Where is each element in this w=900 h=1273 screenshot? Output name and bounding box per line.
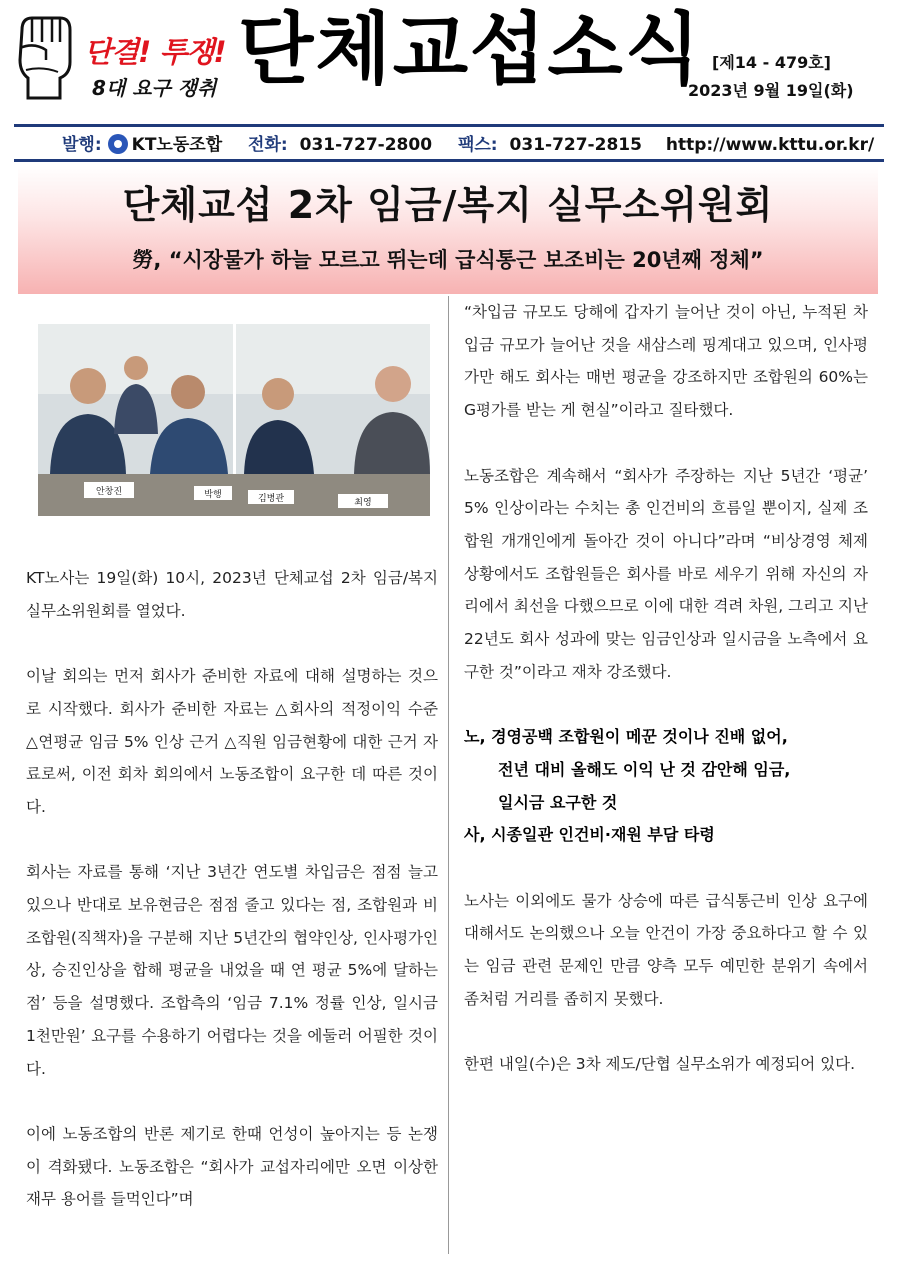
raised-fist-icon (12, 8, 76, 100)
publisher-label: 발행: (62, 135, 102, 155)
issue-number: [제14 - 479호] (712, 53, 831, 72)
body-paragraph: 이에 노동조합의 반론 제기로 한때 언성이 높아지는 등 논쟁이 격화됐다. 노동조합은 “회사가 교섭자리에만 오면 이상한 재무 용어를 들먹인다”며 (26, 1124, 438, 1209)
body-paragraph: 노동조합은 계속해서 “회사가 주장하는 지난 5년간 ‘평균’ 5% 인상이라는 수치는 총 인건비의 흐름일 뿐이지, 실제 조합원 개개인에게 돌아간 것이 아니다”라며 “비상경영 체제 상황에서도 조합원들은 회사를 바로 세우기 위해 자신의 자리에서 최선을 다했으므로 이에 대한 격려 차원, 그리고 지난 22년도 회사 성과에 맞는 임금인상과 일시금을 노측에서 요구한 것”이라고 재차 강조했다. (464, 466, 868, 681)
phone-number: 031-727-2800 (299, 135, 433, 155)
publisher-name: KT노동조합 (131, 135, 223, 155)
fax-number: 031-727-2815 (509, 135, 642, 155)
slogan-line-2: 8대 요구 쟁취 (92, 76, 217, 100)
body-paragraph: “차입금 규모도 당해에 갑자기 늘어난 것이 아닌, 누적된 차입금 규모가 늘어난 것을 새삼스레 핑계대고 있으며, 인사평가만 해도 회사는 매번 평균을 강조하지만 조합원의 60%는 G평가를 받는 게 현실”이라고 질타했다. (464, 303, 868, 420)
subheading-line: 사, 시종일관 인건비·재원 부담 타령 (464, 825, 715, 845)
subheadline: 勞, “시장물가 하늘 모르고 뛰는데 급식통근 보조비는 20년째 정체” (132, 248, 764, 272)
headline-banner (18, 166, 878, 294)
name-tag-2: 박행 (204, 490, 222, 500)
phone-label: 전화: (248, 135, 288, 155)
website-link[interactable]: http://www.kttu.or.kr/ (665, 135, 875, 155)
newsletter-title: 단체교섭소식 (238, 5, 703, 95)
masthead (0, 0, 900, 120)
subheading-line: 노, 경영공백 조합원이 메꾼 것이나 진배 없어, (464, 727, 788, 747)
name-tag-1: 안창진 (95, 487, 123, 497)
slogan-line-1: 단결! 투쟁! (84, 35, 226, 69)
body-paragraph: 이날 회의는 먼저 회사가 준비한 자료에 대해 설명하는 것으로 시작했다. 회사가 준비한 자료는 △회사의 적정이익 수준 △연평균 임금 5% 인상 근거 △직원 임금현황에 대한 근거 자료로써, 이전 회차 회의에서 노동조합이 요구한 데 따른 것이다. (26, 667, 438, 816)
bottom-rule (14, 159, 884, 162)
body-paragraph: 회사는 자료를 통해 ‘지난 3년간 연도별 차입금은 점점 늘고 있으나 반대로 보유현금은 점점 줄고 있다는 점, 조합원과 비조합원(직책자)을 구분해 지난 5년간의 협약인상, 인사평가인상, 승진인상을 합해 평균을 내었을 때 연 평균 5%에 달하는 점’ 등을 설명했다. 조합측의 ‘임금 7.1% 정률 인상, 일시금 1천만원’ 요구를 수용하기 어렵다는 것을 에둘러 어필한 것이다. (26, 863, 438, 1078)
body-paragraph: 한편 내일(수)은 3차 제도/단협 실무소위가 예정되어 있다. (464, 1055, 856, 1074)
headline: 단체교섭 2차 임금/복지 실무소위원회 (122, 183, 774, 227)
column-divider (448, 296, 449, 1254)
name-tag-3: 김병관 (257, 494, 285, 504)
section-subheading (464, 721, 868, 852)
meeting-photo (38, 324, 430, 516)
body-paragraph: KT노사는 19일(화) 10시, 2023년 단체교섭 2차 임금/복지 실무소위원회를 열었다. (26, 569, 438, 620)
subheading-line: 전년 대비 올해도 이익 난 것 감안해 임금, (498, 759, 791, 779)
union-logo-icon (108, 134, 128, 154)
body-paragraph: 노사는 이외에도 물가 상승에 따른 급식통근비 인상 요구에 대해서도 논의했으나 오늘 안건이 가장 중요하다고 할 수 있는 임금 관련 문제인 만큼 양측 모두 예민한 분위기 속에서 좀처럼 거리를 좁히지 못했다. (464, 891, 868, 1008)
meeting-photo-illustration (38, 324, 430, 516)
top-rule (14, 124, 884, 127)
left-column (26, 562, 438, 1216)
name-tag-4: 최영 (354, 498, 372, 508)
subheading-line: 일시금 요구한 것 (498, 792, 618, 812)
contact-bar (14, 130, 884, 158)
right-column (464, 296, 868, 1081)
issue-date: 2023년 9월 19일(화) (688, 81, 854, 100)
fax-label: 팩스: (457, 135, 498, 155)
